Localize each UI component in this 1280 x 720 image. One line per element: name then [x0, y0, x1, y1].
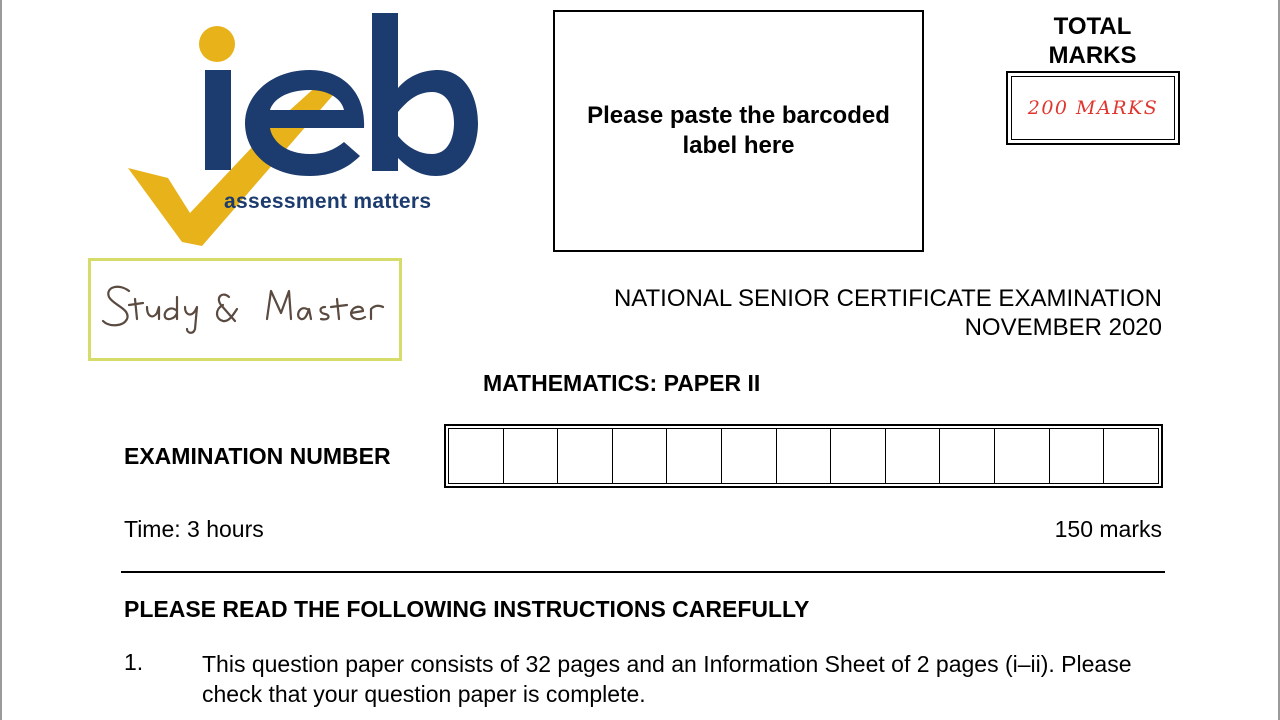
page-left-edge — [0, 0, 2, 720]
exam-number-cell — [886, 429, 941, 483]
exam-number-cell — [831, 429, 886, 483]
logo-e — [245, 70, 364, 176]
exam-number-cell — [558, 429, 613, 483]
instructions-heading: PLEASE READ THE FOLLOWING INSTRUCTIONS CAREFULLY — [124, 596, 810, 622]
barcode-label-box — [553, 10, 924, 252]
exam-number-cell — [995, 429, 1050, 483]
exam-number-cell — [1050, 429, 1105, 483]
study-master-handwriting — [91, 261, 399, 358]
exam-number-label: EXAMINATION NUMBER — [124, 443, 391, 469]
logo-b-stem — [372, 13, 398, 171]
exam-number-cell — [504, 429, 559, 483]
exam-duration: Time: 3 hours — [124, 516, 264, 542]
handwritten-total-marks: 200 MARKS — [1027, 97, 1159, 119]
total-marks-title-line1: TOTAL — [1053, 13, 1132, 40]
total-marks-title — [1010, 12, 1175, 70]
exam-title: NATIONAL SENIOR CERTIFICATE EXAMINATION — [613, 285, 1162, 312]
logo-i-dot — [199, 26, 235, 62]
exam-number-cell — [667, 429, 722, 483]
total-marks-title-line2: MARKS — [1048, 42, 1137, 69]
exam-number-cell — [777, 429, 832, 483]
study-master-sticker — [88, 258, 402, 361]
exam-total-marks: 150 marks — [1054, 516, 1162, 542]
exam-number-cell — [722, 429, 777, 483]
logo-i-stem — [205, 70, 231, 170]
exam-number-cell — [449, 429, 504, 483]
instruction-number: 1. — [124, 649, 144, 675]
instruction-text: This question paper consists of 32 pages and an Information Sheet of 2 pages (i–ii). Please check that your question paper is complete. — [202, 651, 1132, 707]
barcode-instruction: Please paste the barcoded label here — [587, 102, 890, 159]
divider-rule — [121, 571, 1165, 573]
exam-date: NOVEMBER 2020 — [964, 314, 1162, 341]
total-marks-box — [1006, 71, 1180, 145]
logo-b-bowl — [398, 70, 478, 176]
logo-tagline: assessment matters — [224, 190, 432, 213]
exam-number-cell — [613, 429, 668, 483]
exam-number-cell — [1104, 429, 1158, 483]
subject-title: MATHEMATICS: PAPER II — [483, 370, 761, 396]
exam-number-cell — [940, 429, 995, 483]
exam-number-grid — [444, 424, 1163, 488]
